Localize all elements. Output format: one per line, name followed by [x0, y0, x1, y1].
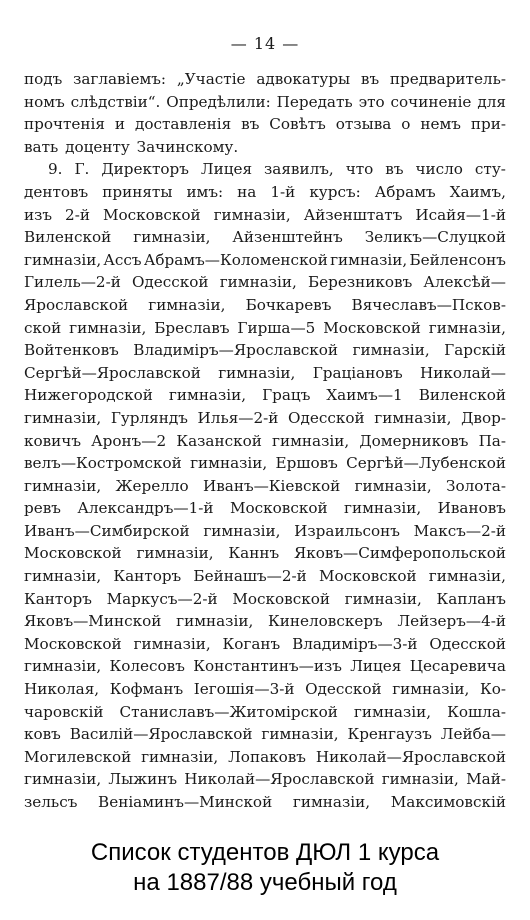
text-word: Исайя—1-й	[415, 205, 506, 224]
text-word: гимназіи,	[428, 318, 506, 337]
text-word: гимназіи,	[272, 431, 350, 450]
text-word: гимназіи,	[24, 250, 102, 269]
text-line	[24, 362, 506, 385]
text-word: имъ:	[186, 182, 224, 201]
text-word: „Участіе	[176, 70, 246, 88]
text-word: Двор-	[461, 408, 506, 427]
text-word: гимназіи,	[24, 408, 102, 427]
text-word: Бочкаревъ	[245, 295, 332, 314]
text-word: Константинъ—изъ	[193, 657, 342, 676]
text-word: гимназіи,	[168, 386, 247, 405]
text-word: Московской	[232, 589, 330, 608]
text-line	[24, 452, 506, 475]
text-word: заглавіемъ:	[73, 70, 167, 88]
text-word: гимназіи,	[24, 657, 102, 676]
text-word: Московской	[318, 567, 417, 586]
text-word: Передать	[276, 92, 353, 111]
text-word: Гилель—2-й	[24, 273, 121, 292]
text-word: число	[415, 160, 463, 179]
text-word: сочиненіе	[390, 92, 472, 111]
text-word: Гурляндъ	[110, 408, 188, 427]
text-word: Сергѣй—Лубенской	[346, 454, 506, 473]
text-line	[24, 384, 506, 407]
text-word: Максимовскій	[390, 793, 506, 811]
text-line	[24, 136, 506, 159]
text-word: Кинеловскеръ	[268, 612, 383, 631]
text-word: гимназіи,	[190, 454, 268, 473]
text-line	[24, 91, 506, 114]
text-word: Московской	[24, 544, 122, 563]
text-line	[24, 475, 506, 498]
text-word: адвокатуры	[256, 70, 351, 88]
text-word: Айзенштейнъ	[232, 228, 343, 247]
text-word: велъ—Костромской	[24, 454, 182, 473]
text-word: Ассъ	[103, 250, 142, 269]
text-word: Айзенштатъ	[303, 205, 403, 224]
text-word: гимназіи,	[203, 521, 281, 540]
text-line	[24, 249, 506, 272]
text-word: о	[401, 115, 411, 134]
text-word: гимназіи,	[24, 476, 102, 495]
text-word: Московской	[229, 499, 328, 518]
text-word: Сергѣй—Ярославской	[24, 363, 201, 382]
text-line	[24, 339, 506, 362]
text-word: Максъ—2-й	[413, 521, 506, 540]
text-word: гимназіи,	[344, 589, 422, 608]
text-word: Гарскій	[444, 341, 506, 360]
text-word: Березниковъ	[308, 273, 413, 292]
text-word: Владиміръ—3-й	[292, 634, 418, 653]
text-line	[24, 271, 506, 294]
text-word: гимназіи,	[428, 567, 506, 586]
text-word: чаровскій	[24, 702, 104, 721]
text-line	[24, 520, 506, 543]
text-word: Лопаковъ	[228, 747, 306, 766]
text-word: Одесской	[429, 634, 506, 653]
text-word: прочтенія	[24, 115, 105, 134]
text-word: Ярославской	[24, 295, 129, 314]
text-word: Май-	[466, 770, 506, 789]
text-word: Василій—Ярославской	[69, 725, 253, 744]
text-word: Зачинскому.	[136, 137, 239, 156]
caption	[0, 838, 530, 898]
text-word: Кошла-	[447, 702, 506, 721]
text-word: Совѣтъ	[269, 115, 326, 134]
text-word: Николай—Ярославской	[315, 747, 506, 766]
text-word: Канторъ	[113, 567, 182, 586]
text-line	[24, 723, 506, 746]
text-word: дентовъ	[24, 182, 89, 201]
text-word: гимназіи,	[141, 747, 219, 766]
text-word: Виленской	[418, 386, 506, 405]
text-word: слѣдствіи“.	[70, 92, 161, 111]
text-word: Израильсонъ	[294, 521, 400, 540]
text-word: вать	[24, 137, 59, 156]
text-word: въ	[241, 115, 260, 134]
text-line	[24, 768, 506, 791]
text-line	[24, 746, 506, 769]
text-word: Па-	[478, 431, 506, 450]
text-word: Цесаревича	[409, 657, 506, 676]
text-word: Московской	[24, 634, 122, 653]
text-word: это	[358, 92, 385, 111]
text-word: заявилъ,	[264, 160, 334, 179]
text-word: Иванъ—Симбирской	[24, 521, 190, 540]
text-word: доценту	[65, 137, 130, 156]
text-word: Маркусъ—2-й	[106, 589, 218, 608]
text-word: Зеликъ—Слуцкой	[364, 228, 506, 247]
text-word: Войтенковъ	[24, 341, 119, 360]
text-word: Домерниковъ	[359, 431, 469, 450]
text-line	[24, 226, 506, 249]
text-word: Ершовъ	[275, 454, 338, 473]
text-line	[24, 701, 506, 724]
text-word: Московской	[323, 318, 421, 337]
text-word: 2-й	[65, 205, 90, 224]
text-word: гимназіи,	[292, 793, 371, 811]
text-word: ревъ	[24, 499, 61, 518]
text-word: гимназіи,	[392, 680, 470, 699]
text-word: гимназіи,	[374, 408, 452, 427]
text-word: Каннъ	[228, 544, 280, 563]
text-line	[24, 294, 506, 317]
text-word: и	[114, 115, 126, 134]
text-word: гимназіи,	[353, 702, 432, 721]
text-word: гимназіи,	[148, 295, 226, 314]
text-line	[24, 68, 506, 91]
text-line	[24, 430, 506, 453]
text-word: сту-	[474, 160, 506, 179]
text-word: Г.	[74, 160, 90, 179]
text-word: для	[477, 92, 506, 111]
text-word: гимназіи,	[69, 318, 147, 337]
text-line	[24, 317, 506, 340]
text-word: гимназіи,	[24, 770, 102, 789]
text-word: гимназіи,	[354, 476, 432, 495]
text-word: Колесовъ	[109, 657, 185, 676]
text-word: гимназіи,	[176, 612, 254, 631]
text-word: что	[345, 160, 374, 179]
text-line	[24, 113, 506, 136]
text-word: Лейзеръ—4-й	[397, 612, 506, 631]
text-word: гимназіи,	[330, 250, 408, 269]
text-word: ской	[24, 318, 62, 337]
text-line	[24, 204, 506, 227]
text-word: немъ	[420, 115, 461, 134]
text-word: Граціановъ	[312, 363, 403, 382]
text-word: Лицея	[200, 160, 253, 179]
text-line	[24, 791, 506, 814]
page-number: — 14 —	[230, 34, 300, 53]
text-word: Московской	[102, 205, 201, 224]
text-word: курсъ:	[309, 182, 361, 201]
text-word: Виленской	[24, 228, 112, 247]
text-word: Одесской	[131, 273, 209, 292]
text-word: гимназіи,	[24, 567, 102, 586]
text-word: 9.	[48, 160, 63, 179]
text-word: Бейнашъ—2-й	[193, 567, 307, 586]
text-line	[24, 565, 506, 588]
text-word: Ко-	[479, 680, 506, 699]
text-line	[24, 633, 506, 656]
text-line	[24, 407, 506, 430]
text-word: Аронъ—2	[91, 431, 167, 450]
text-word: гимназіи,	[219, 273, 297, 292]
text-word: Абрамъ—Коломенской	[143, 250, 328, 269]
text-word: Лицея	[350, 657, 402, 676]
text-line	[24, 610, 506, 633]
text-word: Александръ—1-й	[77, 499, 214, 518]
text-line	[24, 181, 506, 204]
text-word: Хаимъ—1	[326, 386, 403, 405]
text-word: Владиміръ—Ярославской	[133, 341, 339, 360]
caption-line-1: Список студентов ДЮЛ 1 курса	[90, 839, 440, 866]
text-word: Веніаминъ—Минской	[98, 793, 273, 811]
text-word: Казанской	[176, 431, 262, 450]
text-word: Лыжинъ	[108, 770, 178, 789]
text-word: гимназіи,	[133, 228, 211, 247]
text-line	[24, 497, 506, 520]
text-word: Гирша—5	[237, 318, 316, 337]
text-word: Николай—Ярославской	[184, 770, 375, 789]
text-word: Опредѣлили:	[166, 92, 271, 111]
text-word: Одесской	[305, 680, 382, 699]
text-word: подъ	[24, 70, 63, 88]
text-word: Вячеславъ—Псков-	[351, 295, 506, 314]
text-word: Иванъ—Кіевской	[202, 476, 341, 495]
caption-line-2: на 1887/88 учебный год	[133, 869, 397, 896]
text-line	[24, 678, 506, 701]
text-word: доставленія	[134, 115, 232, 134]
text-word: гимназіи,	[381, 770, 459, 789]
text-word: въ	[360, 70, 380, 88]
text-word: гимназіи,	[218, 363, 296, 382]
text-word: Абрамъ	[374, 182, 436, 201]
text-word: предваритель-	[389, 70, 506, 88]
text-word: Кренгаузъ	[347, 725, 432, 744]
text-line	[24, 542, 506, 565]
text-word: Іегошія—3-й	[193, 680, 295, 699]
text-word: Золота-	[445, 476, 506, 495]
text-word: гимназіи,	[261, 725, 339, 744]
text-word: Николая,	[24, 680, 100, 699]
text-word: ковичъ	[24, 431, 82, 450]
text-word: зельсъ	[24, 793, 78, 811]
text-line	[24, 588, 506, 611]
text-word: приняты	[102, 182, 173, 201]
text-word: гимназіи,	[133, 634, 211, 653]
text-word: отзыва	[335, 115, 392, 134]
text-word: Кофманъ	[109, 680, 184, 699]
text-word: при-	[470, 115, 506, 134]
text-word: Нижегородской	[24, 386, 153, 405]
text-word: на	[237, 182, 257, 201]
text-word: Одесской	[288, 408, 365, 427]
text-word: изъ	[24, 205, 53, 224]
text-word: Лейба—	[440, 725, 506, 744]
text-word: Ивановъ	[437, 499, 506, 518]
text-word: гимназіи,	[344, 499, 422, 518]
text-word: 1-й	[270, 182, 296, 201]
text-word: Станиславъ—Житомірской	[119, 702, 338, 721]
text-word: Капланъ	[436, 589, 506, 608]
text-word: Директоръ	[101, 160, 189, 179]
text-word: Могилевской	[24, 747, 132, 766]
text-word: Хаимъ,	[449, 182, 506, 201]
text-line	[24, 158, 506, 181]
text-word: Коганъ	[222, 634, 281, 653]
text-word: Николай—	[419, 363, 506, 382]
text-word: Алексѣй—	[423, 273, 506, 292]
text-line	[24, 655, 506, 678]
text-word: Жерелло	[115, 476, 189, 495]
text-word: номъ	[24, 92, 65, 111]
text-word: гимназіи,	[213, 205, 291, 224]
text-word: Яковъ—Симферопольской	[293, 544, 506, 563]
text-word: гимназіи,	[352, 341, 430, 360]
text-word: ковъ	[24, 725, 61, 744]
document-body	[24, 68, 506, 814]
text-word: гимназіи,	[136, 544, 214, 563]
text-word: Бейленсонъ	[409, 250, 506, 269]
text-word: Бреславъ	[154, 318, 230, 337]
text-word: Грацъ	[262, 386, 311, 405]
text-word: Канторъ	[24, 589, 92, 608]
text-word: Илья—2-й	[197, 408, 279, 427]
text-word: Яковъ—Минской	[24, 612, 162, 631]
text-word: въ	[385, 160, 404, 179]
